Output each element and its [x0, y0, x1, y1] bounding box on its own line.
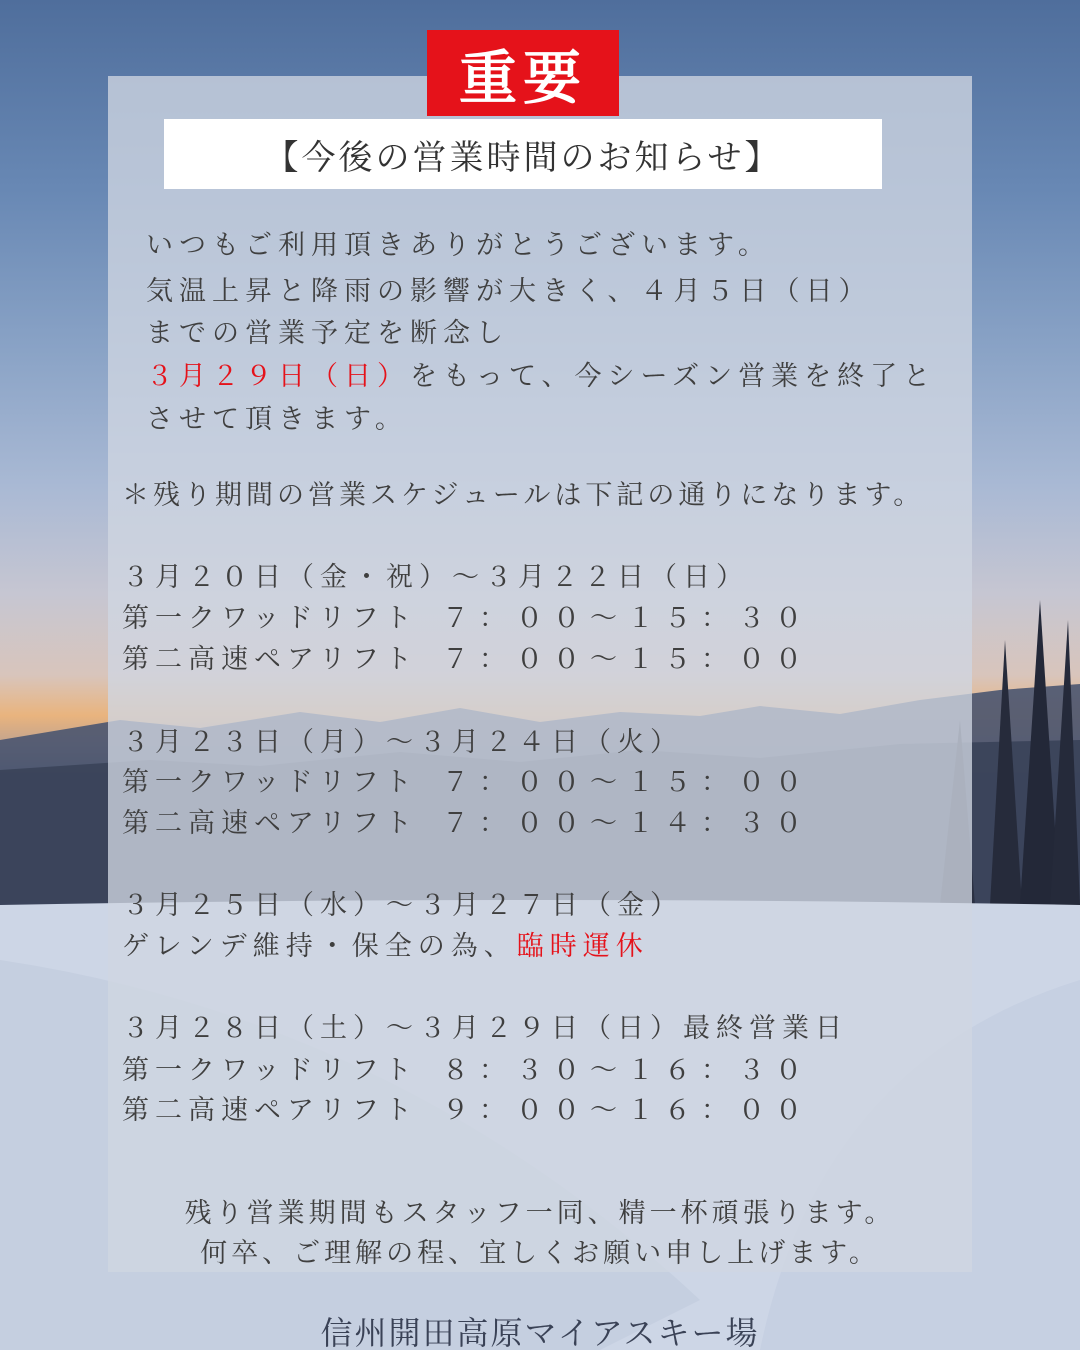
- period-dates: ３月２８日（土）～３月２９日（日）最終営業日: [122, 1013, 848, 1044]
- lift-name: 第二高速ペアリフト: [122, 1095, 418, 1126]
- important-badge: 重要: [427, 30, 619, 116]
- lift-name: 第一クワッドリフト: [122, 767, 418, 798]
- lift-name: 第二高速ペアリフト: [122, 644, 418, 675]
- lift-name: 第二高速ペアリフト: [122, 808, 418, 839]
- intro-line-5: させて頂きます。: [146, 404, 408, 435]
- lift-hours: ９：００～１６：００: [442, 1095, 812, 1126]
- lift-hours: ７：００～１４：３０: [442, 808, 812, 839]
- lift-hours: ７：００～１５：００: [442, 767, 812, 798]
- closure-highlight: 臨時運休: [516, 931, 649, 962]
- lift-hours: ７：００～１５：３０: [442, 603, 812, 634]
- lift-name: 第一クワッドリフト: [122, 603, 418, 634]
- lift-hours: ７：００～１５：００: [442, 644, 812, 675]
- resort-name: 信州開田高原マイアスキー場: [320, 1314, 760, 1352]
- intro-line-1: いつもご利用頂きありがとうございます。: [146, 230, 771, 261]
- period-dates: ３月２０日（金・祝）～３月２２日（日）: [122, 562, 749, 593]
- period-dates: ３月２３日（月）～３月２４日（火）: [122, 727, 683, 758]
- closing-line-2: 何卒、ご理解の程、宜しくお願い申し上げます。: [200, 1238, 880, 1269]
- notice-title: 【今後の営業時間のお知らせ】: [164, 119, 882, 189]
- intro-line-2: 気温上昇と降雨の影響が大きく、４月５日（日）: [146, 276, 872, 307]
- intro-line-4: [146, 363, 936, 390]
- end-date-highlight: ３月２９日（日）: [146, 361, 410, 392]
- closure-line: [122, 933, 649, 960]
- lift-hours: ８：３０～１６：３０: [442, 1055, 812, 1086]
- lift-name: 第一クワッドリフト: [122, 1055, 418, 1086]
- intro-line-4-rest: をもって、今シーズン営業を終了と: [410, 361, 937, 392]
- schedule-note: ＊残り期間の営業スケジュールは下記の通りになります。: [122, 480, 925, 511]
- closure-reason: ゲレンデ維持・保全の為、: [122, 931, 517, 962]
- period-dates: ３月２５日（水）～３月２７日（金）: [122, 890, 683, 921]
- closing-line-1: 残り営業期間もスタッフ一同、精一杯頑張ります。: [184, 1198, 896, 1229]
- intro-line-3: までの営業予定を断念し: [146, 318, 509, 349]
